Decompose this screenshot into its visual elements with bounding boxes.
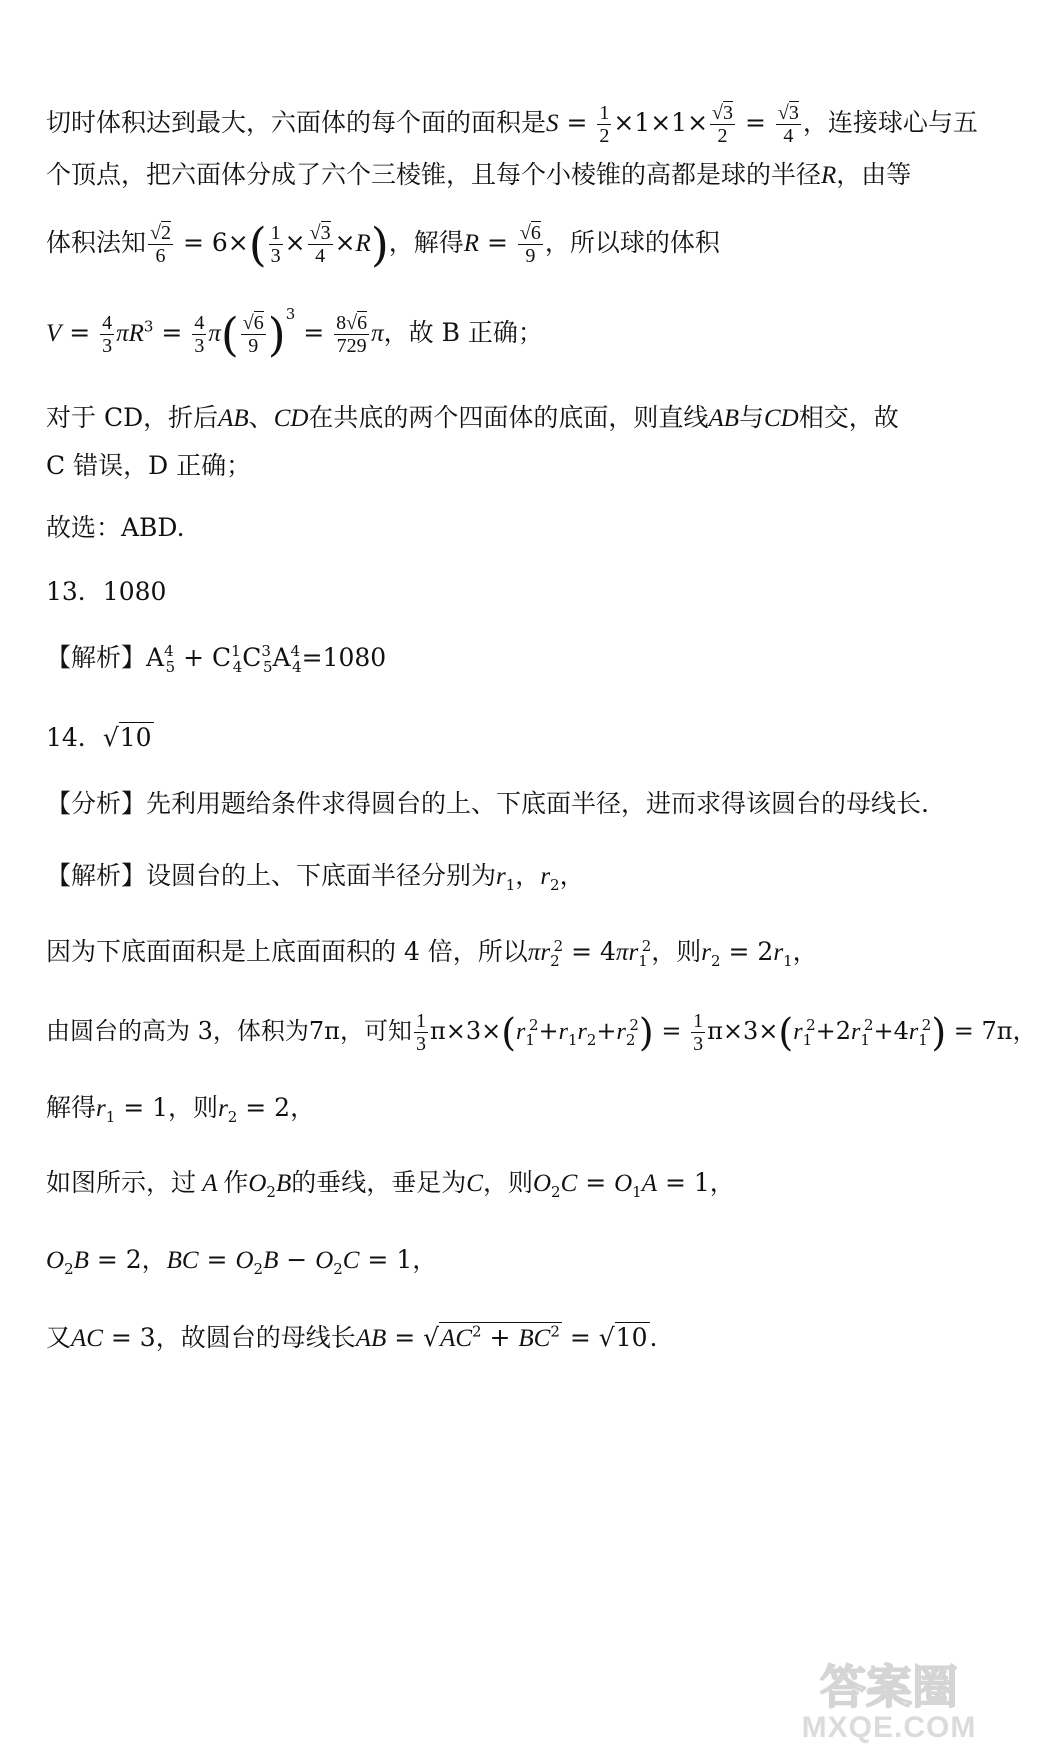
text-line-7: 故选：ABD. (46, 513, 185, 542)
text-line-13: 因为下底面面积是上底面面积的 4 倍，所以$\pi r_2^2 = 4\pi r_1^2$，则$r_2 = 2r_1$， (46, 936, 818, 970)
answer-13: 13．1080 (46, 577, 167, 606)
answer-14: 14．√10 (46, 723, 152, 752)
fraction-third: $\frac{1}{3}$ (270, 222, 281, 267)
fraction-sqrt3-over-2: $\frac{√3}{2}$ (712, 102, 733, 147)
math-S: S (546, 110, 559, 137)
fraction-sqrt2-over-6: $\frac{√2}{6}$ (150, 222, 171, 267)
text-line-9: 【解析】$A^4_5 + C^1_4C^3_5A^4_4=1080$ (46, 642, 387, 676)
svg-text:答案圈: 答案圈 (820, 1660, 958, 1714)
text-line-2: 个顶点，把六面体分成了六个三棱锥，且每个小棱锥的高都是球的半径R，由等 (46, 160, 912, 189)
text-line-4: V = $\frac{4}{3}$ $\pi R^3$ = $\frac{4}{3}$ π( $\frac{√6}{9}$ )$^3$ = $\frac{8√6}{729}$ π，故 B 正确； (46, 305, 543, 362)
watermark-text: MXQE.COM (801, 1711, 977, 1744)
text-line-1: 切时体积达到最大，六面体的每个面的面积是S = $\frac{1}{2}$ ×1×1× $\frac{√3}{2}$ = $\frac{√3}{4}$ ，连接球心与五 (46, 102, 978, 147)
math-R: R (821, 162, 837, 189)
text-line-11: 【分析】先利用题给条件求得圆台的上、下底面半径，进而求得该圆台的母线长. (46, 789, 929, 818)
text-line-6: C 错误，D 正确； (46, 451, 252, 480)
fraction-half: $\frac{1}{2}$ (599, 102, 610, 147)
text-line-5: 对于 CD，折后AB、CD在共底的两个四面体的底面，则直线AB与CD相交，故 (46, 403, 899, 432)
fraction-8sqrt6-over-729: $\frac{8√6}{729}$ (336, 312, 368, 357)
text-line-12: 【解析】设圆台的上、下底面半径分别为$r_1$，$r_2$， (46, 861, 585, 894)
text-line-14: 由圆台的高为 3，体积为7π，可知 $\frac{1}{3}$ $\pi\times 3\times(r_1^2+r_1r_2+r_2^2)$ = $\frac{1}{3}$ $\pi\times 3\times(r_1^2+2r_1^2+4r_1^2) = 7\pi$， (46, 1010, 1037, 1055)
watermark (794, 1651, 984, 1747)
fraction-sqrt6-over-9: $\frac{√6}{9}$ (519, 222, 541, 267)
text-line-18: 又AC = 3，故圆台的母线长AB = $√AC^2 + BC^2 = √10$. (46, 1322, 658, 1352)
text-line-3: 体积法知 $\frac{√2}{6}$ = 6×( $\frac{1}{3}$ × $\frac{√3}{4}$ ×R)，解得R = $\frac{√6}{9}$ ，所以球的体积 (46, 217, 720, 272)
text-line-17: $O_2B = 2$，BC = $O_2B - O_2C = 1$， (46, 1245, 438, 1278)
text-line-15: 解得$r_1 = 1$，则$r_2 = 2$， (46, 1093, 316, 1126)
fraction-sqrt3-over-4: $\frac{√3}{4}$ (777, 102, 799, 147)
fraction-sqrt3-over-4-b: $\frac{√3}{4}$ (309, 222, 331, 267)
text-line-16: 如图所示，过 A 作$O_2B$的垂线，垂足为C，则$O_2C = O_1A = 1$， (46, 1168, 735, 1201)
